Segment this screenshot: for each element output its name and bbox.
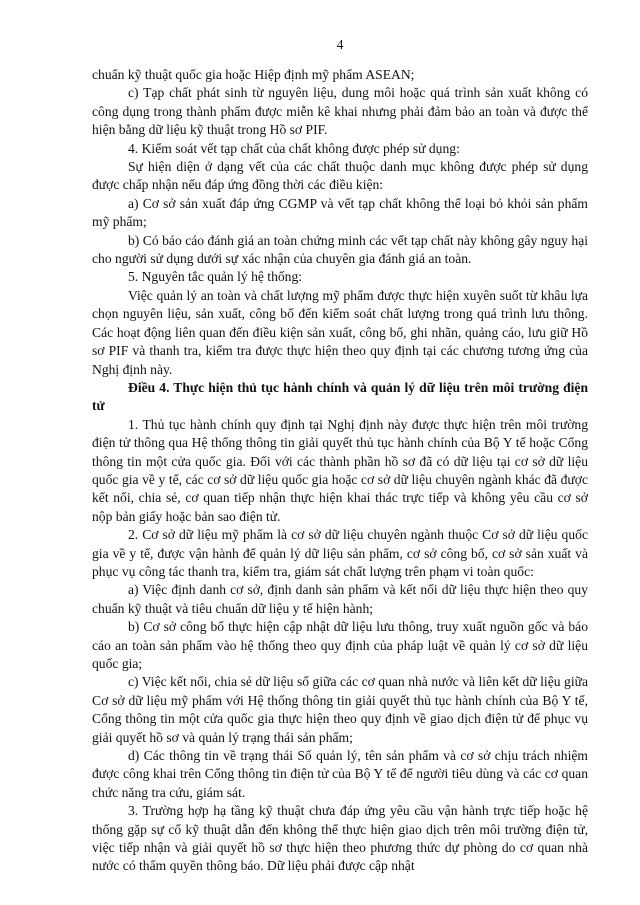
paragraph: 2. Cơ sở dữ liệu mỹ phẩm là cơ sở dữ liệu chuyên ngành thuộc Cơ sở dữ liệu quốc gia về y tế, được vận hành để quản lý dữ liệu sản phẩm, cơ sở công bố, cơ sở sản xuất và phục vụ công tác thanh tra, kiểm tra, giám sát chất lượng trên phạm vi toàn quốc: — [92, 527, 588, 579]
paragraph: 5. Nguyên tắc quản lý hệ thống: — [128, 269, 303, 285]
paragraph: a) Cơ sở sản xuất đáp ứng CGMP và vết tạp chất không thể loại bỏ khỏi sản phẩm mỹ phẩm; — [92, 195, 588, 230]
paragraph: c) Tạp chất phát sinh từ nguyên liệu, dung môi hoặc quá trình sản xuất không có công dụng trong thành phẩm được miễn kê khai nhưng phải đảm bảo an toàn và được thể hiện bằng dữ liệu kỹ thuật trong Hồ sơ PIF. — [92, 85, 588, 138]
document-body — [92, 66, 588, 876]
paragraph: 1. Thủ tục hành chính quy định tại Nghị định này được thực hiện trên môi trường điện tử thông qua Hệ thống thông tin giải quyết thủ tục hành chính của Bộ Y tế hoặc Cổng thông tin một cửa quốc gia. Đối với các thành phần hồ sơ đã có dữ liệu tại cơ sở dữ liệu quốc gia về y tế, các cơ sở dữ liệu quốc gia hoặc cơ sở dữ liệu chuyên ngành khác đã được kết nối, chia sẻ, cơ quan tiếp nhận thực hiện khai thác trực tiếp và không yêu cầu cơ sở nộp bản giấy hoặc bản sao điện tử. — [92, 416, 588, 524]
paragraph: b) Có báo cáo đánh giá an toàn chứng minh các vết tạp chất này không gây nguy hại cho người sử dụng dưới sự xác nhận của chuyên gia đánh giá an toàn. — [92, 232, 588, 267]
paragraph: b) Cơ sở công bố thực hiện cập nhật dữ liệu lưu thông, truy xuất nguồn gốc và báo cáo an toàn sản phẩm vào hệ thống theo quy định của pháp luật về quản lý cơ sở dữ liệu quốc gia; — [92, 619, 588, 671]
paragraph: Việc quản lý an toàn và chất lượng mỹ phẩm được thực hiện xuyên suốt từ khâu lựa chọn nguyên liệu, sản xuất, công bố đến kiểm soát chất lượng trong quá trình lưu thông. Các hoạt động liên quan đến điều kiện sản xuất, công bố, ghi nhãn, quảng cáo, lưu giữ Hồ sơ PIF và thanh tra, kiểm tra được thực hiện theo quy định tại các chương tương ứng của Nghị định này. — [92, 287, 588, 377]
paragraph: Sự hiện diện ở dạng vết của các chất thuộc danh mục không được phép sử dụng được chấp nhận nếu đáp ứng đồng thời các điều kiện: — [92, 159, 588, 193]
paragraph: chuẩn kỹ thuật quốc gia hoặc Hiệp định mỹ phẩm ASEAN; — [92, 67, 415, 82]
article-heading: Điều 4. Thực hiện thủ tục hành chính và quản lý dữ liệu trên môi trường điện tử — [92, 379, 588, 414]
page-number: 4 — [336, 37, 344, 52]
paragraph: a) Việc định danh cơ sở, định danh sản phẩm và kết nối dữ liệu thực hiện theo quy chuẩn kỹ thuật và tiêu chuẩn dữ liệu y tế hiện hành; — [92, 582, 588, 616]
paragraph: d) Các thông tin về trạng thái Số quản lý, tên sản phẩm và cơ sở chịu trách nhiệm được công khai trên Cổng thông tin điện tử của Bộ Y tế để người tiêu dùng và các cơ quan chức năng tra cứu, giám sát. — [92, 748, 588, 800]
paragraph: 4. Kiểm soát vết tạp chất của chất không được phép sử dụng: — [128, 140, 460, 156]
paragraph: c) Việc kết nối, chia sẻ dữ liệu số giữa các cơ quan nhà nước và liên kết dữ liệu giữa Cơ sở dữ liệu mỹ phẩm với Hệ thống thông tin giải quyết thủ tục hành chính của Bộ Y tế, Cổng thông tin một cửa quốc gia thực hiện theo quy định về giao dịch điện tử để phục vụ giải quyết hồ sơ và quản lý trạng thái sản phẩm; — [92, 674, 588, 745]
paragraph: 3. Trường hợp hạ tầng kỹ thuật chưa đáp ứng yêu cầu vận hành trực tiếp hoặc hệ thống gặp sự cố kỹ thuật dẫn đến không thể thực hiện giao dịch trên môi trường điện tử, việc tiếp nhận và giải quyết hồ sơ thực hiện theo phương thức dự phòng do cơ quan nhà nước có thẩm quyền thông báo. Dữ liệu phải được cập nhật — [92, 803, 588, 874]
